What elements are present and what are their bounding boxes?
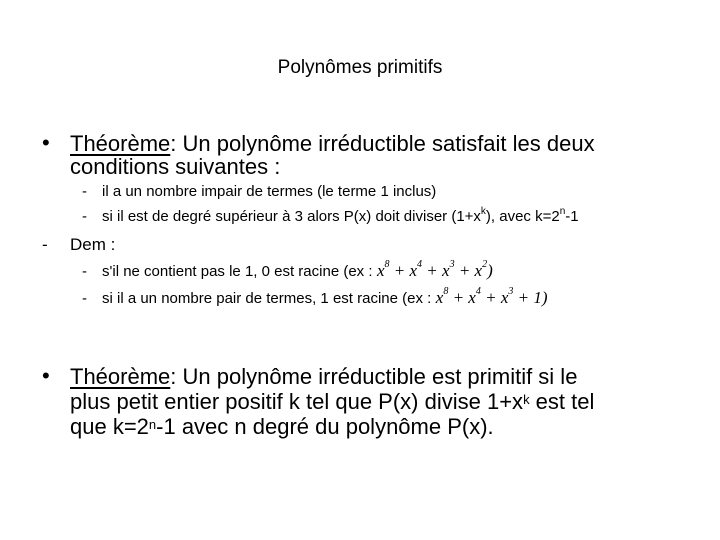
theorem2-line2: plus petit entier positif k tel que P(x) divise $1+x^k$ est tel [70,389,595,414]
condition-1: il a un nombre impair de termes (le terme 1 inclus) [102,183,437,200]
theorem1-line1-text: : Un polynôme irréductible satisfait les deux [170,131,595,156]
theorem1-line1 [70,132,595,156]
dem-item-1: s'il ne contient pas le 1, 0 est racine (ex : $x^8 + x^4 + x^3 + x^2$) [102,259,493,280]
dem-item-1-math: $x^8 + x^4 + x^3 + x^2$) [376,259,493,280]
theorem2-line1: Théorème: Un polynôme irréductible est primitif si le [70,364,578,389]
theorem2-line3: que $k=2^n-1$ avec n degré du polynôme P(x). [70,414,494,439]
dem-dash: - [42,235,48,254]
condition-2: si il est de degré supérieur à 3 alors P(x) doit diviser $(1+x^k)$, avec $k=2^n-1$ [102,206,579,225]
dem-item-2-math: $x^8 + x^4 + x^3 + 1$) [435,286,548,307]
bullet-1: • [42,130,50,155]
dem-item-dash-2: - [82,290,87,307]
theorem1-line2: conditions suivantes : [70,154,281,179]
theorem1-label: Théorème [70,131,171,156]
dem-item-dash-1: - [82,263,87,280]
bullet-2: • [42,363,50,388]
theorem2-label: Théorème [70,364,171,389]
condition-dash-1: - [82,183,87,200]
condition-dash-2: - [82,208,87,225]
dem-item-2: si il a un nombre pair de termes, 1 est racine (ex : $x^8 + x^4 + x^3 + 1$) [102,286,548,307]
dem-label: Dem : [70,235,116,254]
page-title: Polynômes primitifs [277,57,443,78]
